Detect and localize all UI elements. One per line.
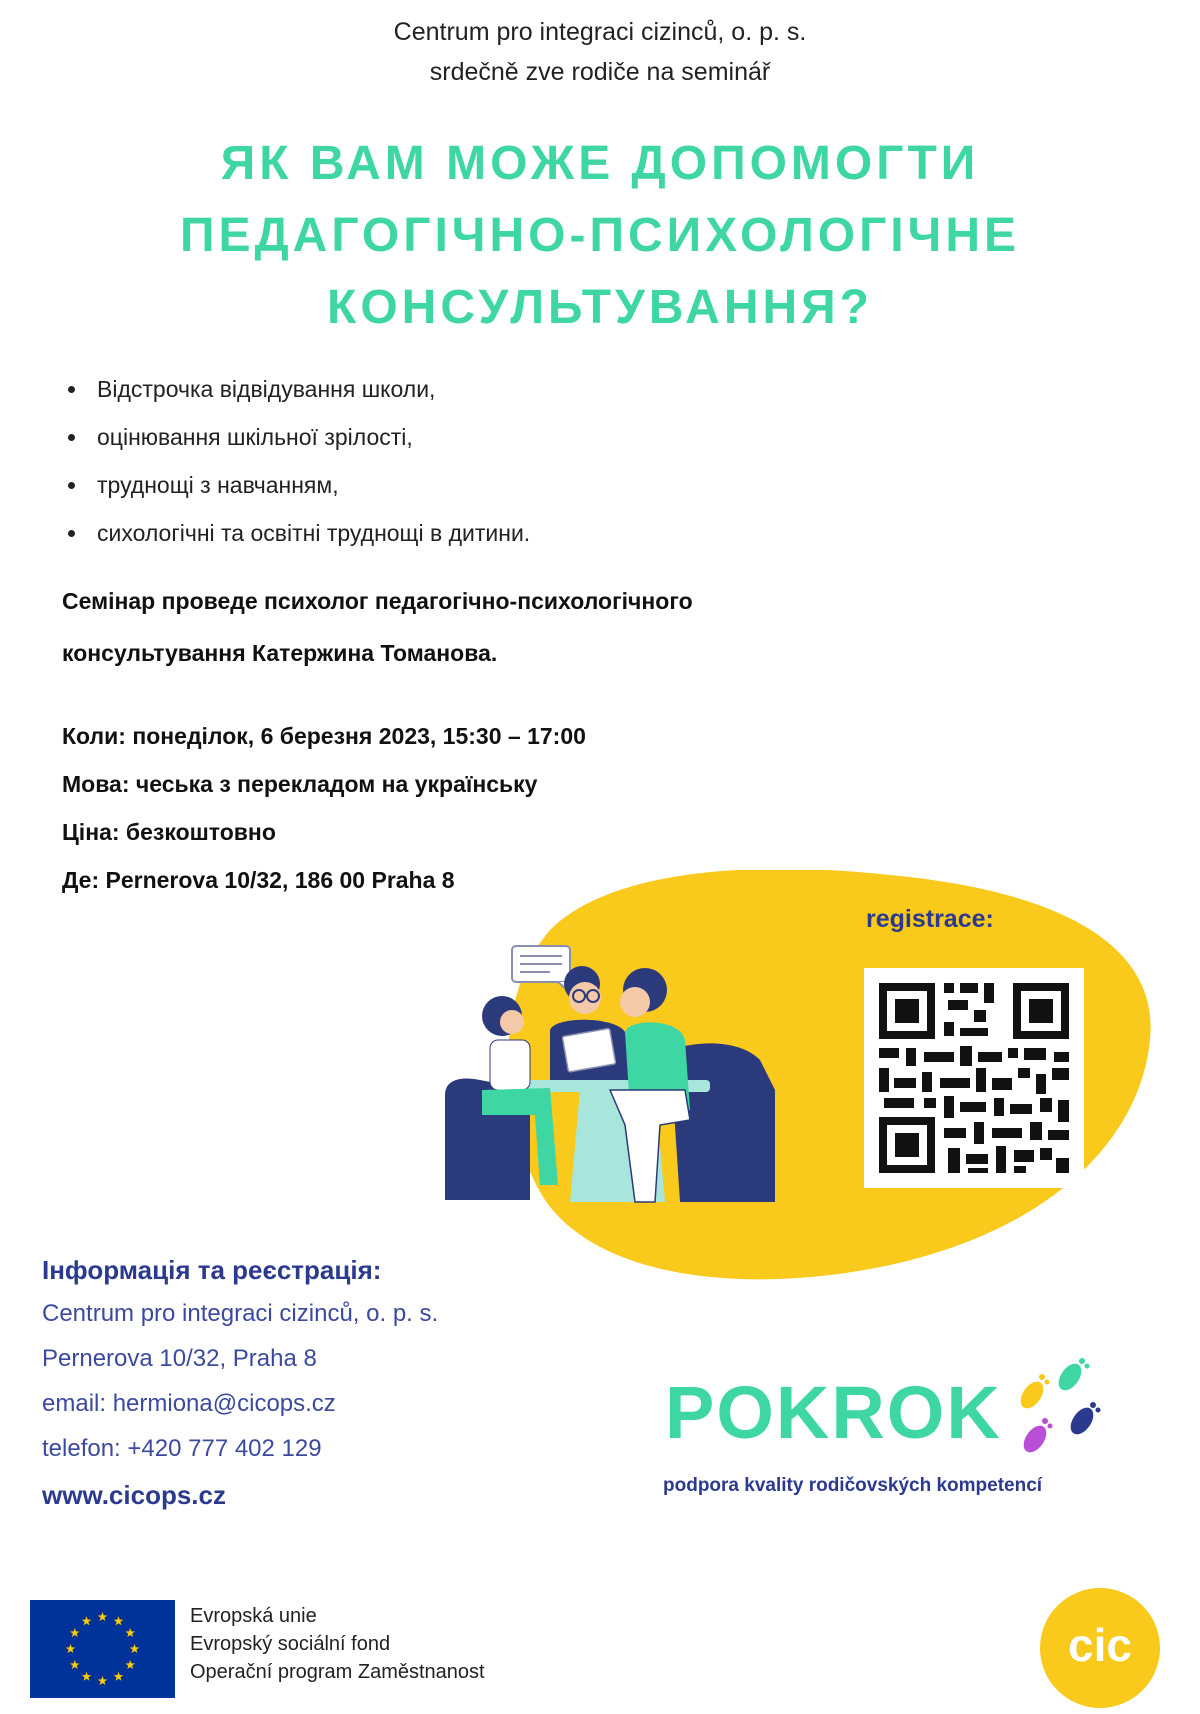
bullet-icon	[68, 386, 75, 393]
bullet-icon	[68, 530, 75, 537]
title-line-1: ЯК ВАМ МОЖЕ ДОПОМОГТИ	[220, 137, 980, 190]
pokrok-tagline: podpora kvality rodičovských kompetencí	[663, 1475, 1043, 1496]
pokrok-logo: POKROK	[665, 1371, 1002, 1454]
list-item: труднощі з навчанням,	[62, 461, 530, 509]
registration-label: registrace:	[866, 905, 994, 933]
speech-bubble-icon	[512, 946, 570, 992]
contact-phone[interactable]: telefon: +420 777 402 129	[42, 1435, 322, 1462]
topic-list	[62, 365, 530, 557]
contact-heading: Інформація та реєстрація:	[42, 1255, 382, 1285]
list-item: Відстрочка відвідування школи,	[62, 365, 530, 413]
seminar-line-2: консультування Катержина Томанова.	[62, 640, 498, 666]
list-item: сихологічні та освітні труднощі в дитини.	[62, 509, 530, 557]
footprints-icon	[1000, 1355, 1125, 1465]
eu-line-3: Operační program Zaměstnanost	[190, 1661, 485, 1683]
website-link[interactable]: www.cicops.cz	[42, 1480, 226, 1510]
consultation-illustration	[440, 940, 800, 1210]
organizer-line: Centrum pro integraci cizinců, o. p. s.	[393, 18, 807, 46]
price-line: Ціна: безкоштовно	[62, 819, 276, 845]
contact-email[interactable]: email: hermiona@cicops.cz	[42, 1390, 336, 1417]
seminar-line-1: Семінар проведе психолог педагогічно-психологічного	[62, 588, 693, 614]
contact-org: Centrum pro integraci cizinců, o. p. s.	[42, 1300, 439, 1327]
cic-logo-text: cic	[1068, 1619, 1132, 1671]
bullet-icon	[68, 482, 75, 489]
bullet-icon	[68, 434, 75, 441]
contact-address: Pernerova 10/32, Praha 8	[42, 1345, 317, 1372]
eu-line-2: Evropský sociální fond	[190, 1633, 391, 1655]
eu-flag-icon	[30, 1600, 175, 1698]
page-title	[60, 128, 1140, 344]
title-line-3: КОНСУЛЬТУВАННЯ?	[327, 281, 873, 334]
invitation-line: srdečně zve rodiče na seminář	[429, 58, 771, 86]
list-item: оцінювання шкільної зрілості,	[62, 413, 530, 461]
qr-code-icon[interactable]	[864, 968, 1084, 1188]
language-line: Мова: чеська з перекладом на українську	[62, 771, 538, 797]
title-line-2: ПЕДАГОГІЧНО-ПСИХОЛОГІЧНЕ	[179, 209, 1021, 262]
when-line: Коли: понеділок, 6 березня 2023, 15:30 – 17:00	[62, 723, 586, 749]
cic-logo-icon	[1040, 1588, 1160, 1708]
where-line: Де: Pernerova 10/32, 186 00 Praha 8	[62, 867, 455, 893]
eu-line-1: Evropská unie	[190, 1605, 317, 1627]
